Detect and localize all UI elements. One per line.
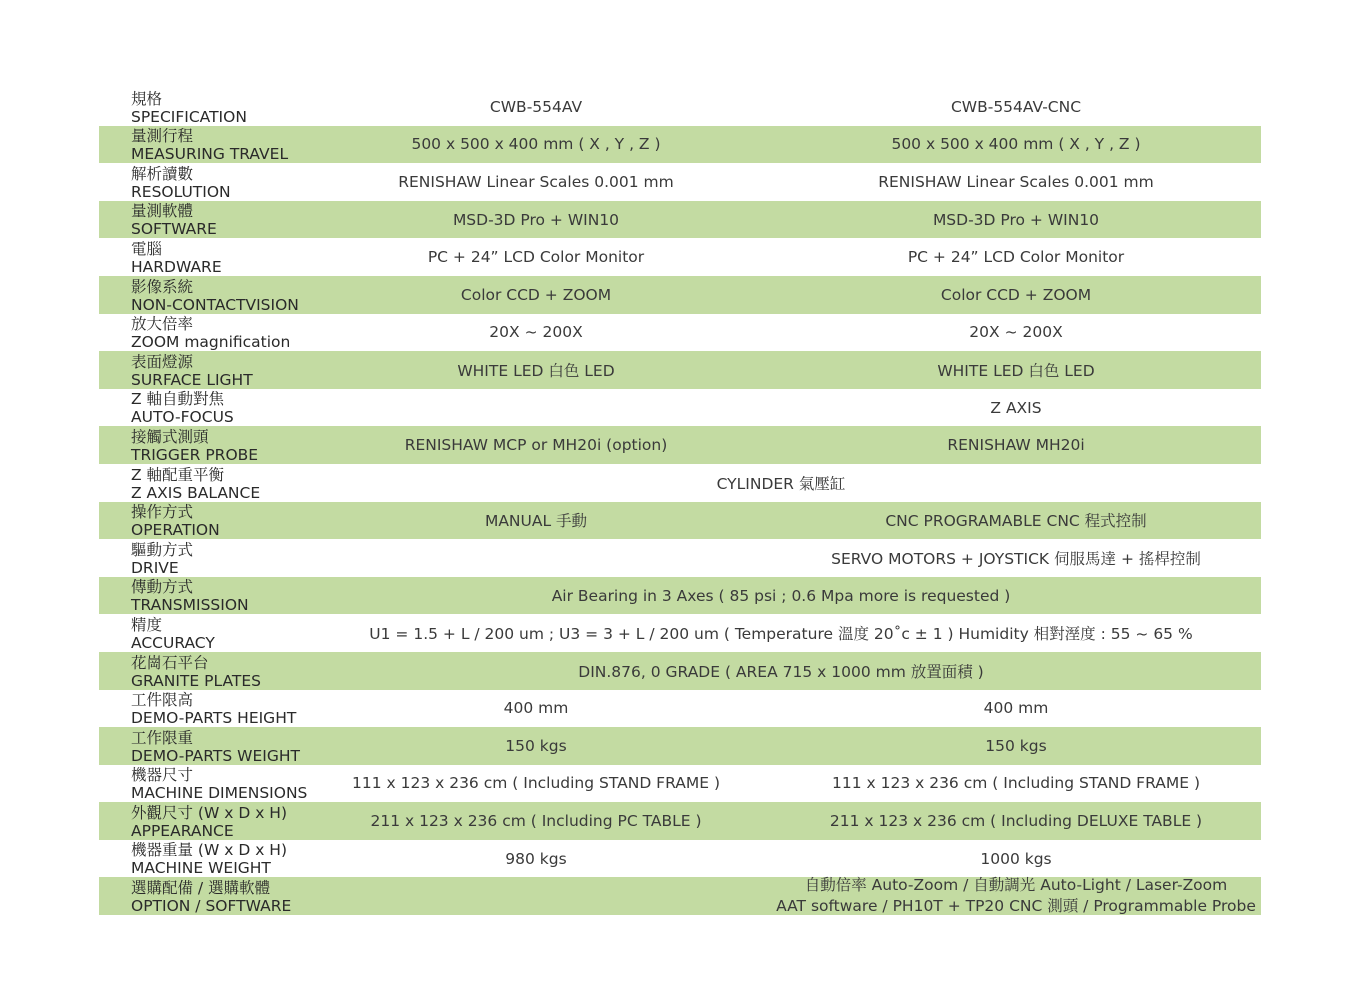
spec-value-cwb-554av: RENISHAW MCP or MH20i (option) — [404, 436, 668, 455]
spec-label-en: ZOOM magnification — [131, 333, 291, 352]
spec-label-en: HARDWARE — [131, 257, 222, 276]
spec-value-cwb-554av: 20X ~ 200X — [489, 323, 583, 342]
spec-label-zh: 接觸式測頭 — [131, 427, 209, 446]
spec-label — [99, 840, 331, 878]
spec-label-en: Z AXIS BALANCE — [131, 483, 261, 502]
spec-value-cwb-554av-cnc: SERVO MOTORS + JOYSTICK 伺服馬達 + 搖桿控制 — [831, 549, 1201, 568]
spec-label — [99, 426, 331, 464]
spec-row — [99, 727, 1261, 765]
spec-label-en: GRANITE PLATES — [131, 671, 261, 690]
spec-label — [99, 765, 331, 803]
spec-row — [99, 690, 1261, 728]
spec-value-cwb-554av: MSD-3D Pro + WIN10 — [452, 210, 620, 229]
spec-label-en: OPTION / SOFTWARE — [131, 897, 292, 916]
spec-label-en: MEASURING TRAVEL — [131, 145, 289, 164]
spec-value-cwb-554av: 211 x 123 x 236 cm ( Including PC TABLE ) — [370, 812, 702, 831]
spec-value-cwb-554av: MANUAL 手動 — [484, 512, 588, 531]
spec-label — [99, 614, 331, 652]
spec-label-zh: 機器尺寸 — [131, 766, 194, 785]
spec-value-cwb-554av-cnc: 1000 kgs — [980, 849, 1052, 868]
spec-row — [99, 126, 1261, 164]
spec-value-cwb-554av-cnc: 500 x 500 x 400 mm ( X , Y , Z ) — [891, 135, 1141, 154]
spec-label-zh: 工件限高 — [131, 691, 194, 710]
spec-value-shared: CYLINDER 氣壓缸 — [716, 474, 846, 493]
spec-label-en: TRANSMISSION — [131, 596, 249, 615]
spec-value-cwb-554av: 400 mm — [503, 699, 569, 718]
spec-label-en: SPECIFICATION — [131, 107, 247, 126]
spec-row — [99, 840, 1261, 878]
spec-label-zh: 解析讀數 — [131, 164, 194, 183]
spec-label-en: SURFACE LIGHT — [131, 370, 253, 389]
spec-label-en: DEMO-PARTS HEIGHT — [131, 709, 297, 728]
spec-value-cwb-554av-cnc: PC + 24” LCD Color Monitor — [907, 248, 1125, 267]
spec-label-en: DRIVE — [131, 558, 179, 577]
spec-label-zh: 傳動方式 — [131, 578, 194, 597]
spec-value-cwb-554av: 111 x 123 x 236 cm ( Including STAND FRAME ) — [351, 774, 720, 793]
spec-label-zh: 工作限重 — [131, 728, 194, 747]
spec-value-cwb-554av-cnc: CWB-554AV-CNC — [950, 97, 1082, 116]
spec-label-en: RESOLUTION — [131, 182, 231, 201]
spec-label — [99, 314, 331, 352]
spec-label — [99, 201, 331, 239]
spec-value-cwb-554av: PC + 24” LCD Color Monitor — [427, 248, 645, 267]
spec-label — [99, 502, 331, 540]
spec-label-zh: 外觀尺寸 (W x D x H) — [131, 803, 287, 822]
spec-label — [99, 690, 331, 728]
spec-value-cwb-554av-cnc: Z AXIS — [990, 398, 1042, 417]
spec-value-cwb-554av: 980 kgs — [505, 849, 567, 868]
spec-label — [99, 652, 331, 690]
spec-value-cwb-554av: RENISHAW Linear Scales 0.001 mm — [398, 172, 674, 191]
spec-value-cwb-554av: WHITE LED 白色 LED — [457, 361, 615, 380]
spec-label — [99, 276, 331, 314]
spec-row — [99, 163, 1261, 201]
spec-label-en: TRIGGER PROBE — [131, 445, 259, 464]
spec-row — [99, 201, 1261, 239]
spec-row — [99, 614, 1261, 652]
spec-value-cwb-554av-cnc: MSD-3D Pro + WIN10 — [932, 210, 1100, 229]
spec-label — [99, 163, 331, 201]
spec-label-zh: 量測行程 — [131, 127, 194, 146]
spec-label-zh: 表面燈源 — [131, 352, 194, 371]
spec-label — [99, 88, 331, 126]
spec-label — [99, 539, 331, 577]
spec-row — [99, 314, 1261, 352]
spec-value-cwb-554av-cnc: 20X ~ 200X — [969, 323, 1063, 342]
spec-row — [99, 802, 1261, 840]
spec-label-zh: 影像系統 — [131, 277, 194, 296]
spec-label-zh: 電腦 — [131, 239, 163, 258]
spec-value-cwb-554av: 500 x 500 x 400 mm ( X , Y , Z ) — [411, 135, 661, 154]
spec-label-zh: 精度 — [131, 615, 163, 634]
spec-row — [99, 351, 1261, 389]
spec-row — [99, 238, 1261, 276]
spec-label — [99, 351, 331, 389]
spec-row — [99, 464, 1261, 502]
spec-label — [99, 464, 331, 502]
spec-label-zh: 規格 — [131, 89, 163, 108]
spec-value-shared: Air Bearing in 3 Axes ( 85 psi ; 0.6 Mpa more is requested ) — [551, 586, 1011, 605]
spec-value-cwb-554av: 150 kgs — [505, 736, 567, 755]
spec-value-cwb-554av: Color CCD + ZOOM — [460, 285, 612, 304]
spec-label — [99, 126, 331, 164]
spec-label-zh: 驅動方式 — [131, 540, 194, 559]
spec-row — [99, 765, 1261, 803]
spec-label-zh: 量測軟體 — [131, 202, 194, 221]
spec-label-zh: Z 軸自動對焦 — [131, 390, 225, 409]
spec-row — [99, 877, 1261, 915]
spec-row — [99, 502, 1261, 540]
spec-label-en: OPERATION — [131, 521, 220, 540]
spec-value-cwb-554av-cnc: 400 mm — [983, 699, 1049, 718]
spec-value-cwb-554av-cnc: RENISHAW Linear Scales 0.001 mm — [878, 172, 1154, 191]
spec-row — [99, 426, 1261, 464]
spec-label-en: MACHINE DIMENSIONS — [131, 784, 308, 803]
spec-label-zh: 放大倍率 — [131, 315, 194, 334]
spec-value-cwb-554av-cnc: 111 x 123 x 236 cm ( Including STAND FRAME ) — [831, 774, 1200, 793]
spec-label-zh: Z 軸配重平衡 — [131, 465, 225, 484]
spec-label-en: AUTO-FOCUS — [131, 408, 234, 427]
spec-label-en: MACHINE WEIGHT — [131, 859, 271, 878]
spec-value-cwb-554av-cnc: 211 x 123 x 236 cm ( Including DELUXE TABLE ) — [829, 812, 1203, 831]
option-line: AAT software / PH10T + TP20 CNC 測頭 / Programmable Probe — [776, 897, 1256, 916]
spec-label — [99, 802, 331, 840]
spec-label-zh: 花崗石平台 — [131, 653, 209, 672]
spec-label — [99, 577, 331, 615]
spec-label — [99, 238, 331, 276]
spec-value-cwb-554av-cnc — [771, 875, 1261, 917]
spec-label-en: DEMO-PARTS WEIGHT — [131, 746, 300, 765]
spec-label-zh: 選購配備 / 選購軟體 — [131, 879, 271, 898]
spec-row — [99, 389, 1261, 427]
spec-value-shared: U1 = 1.5 + L / 200 um ; U3 = 3 + L / 200 um ( Temperature 溫度 20˚c ± 1 ) Humidity 相對溼度 : 55 ~ 65 % — [369, 625, 1193, 644]
spec-label — [99, 389, 331, 427]
option-line: 自動倍率 Auto-Zoom / 自動調光 Auto-Light / Laser-Zoom — [804, 876, 1228, 895]
spec-label — [99, 727, 331, 765]
spec-row — [99, 88, 1261, 126]
spec-value-cwb-554av-cnc: 150 kgs — [985, 736, 1047, 755]
spec-value-cwb-554av-cnc: Color CCD + ZOOM — [940, 285, 1092, 304]
spec-value-cwb-554av-cnc: WHITE LED 白色 LED — [937, 361, 1095, 380]
spec-label-zh: 機器重量 (W x D x H) — [131, 841, 287, 860]
spec-row — [99, 276, 1261, 314]
spec-value-shared: DIN.876, 0 GRADE ( AREA 715 x 1000 mm 放置面積 ) — [578, 662, 984, 681]
spec-row — [99, 539, 1261, 577]
spec-label-en: APPEARANCE — [131, 821, 234, 840]
spec-table — [99, 88, 1261, 915]
spec-row — [99, 652, 1261, 690]
spec-label-en: NON-CONTACTVISION — [131, 295, 299, 314]
spec-row — [99, 577, 1261, 615]
spec-value-cwb-554av: CWB-554AV — [489, 97, 583, 116]
spec-value-cwb-554av-cnc: RENISHAW MH20i — [947, 436, 1085, 455]
spec-label-en: SOFTWARE — [131, 220, 217, 239]
spec-value-cwb-554av-cnc: CNC PROGRAMABLE CNC 程式控制 — [885, 512, 1147, 531]
spec-label — [99, 877, 331, 915]
spec-label-en: ACCURACY — [131, 633, 215, 652]
spec-label-zh: 操作方式 — [131, 503, 194, 522]
